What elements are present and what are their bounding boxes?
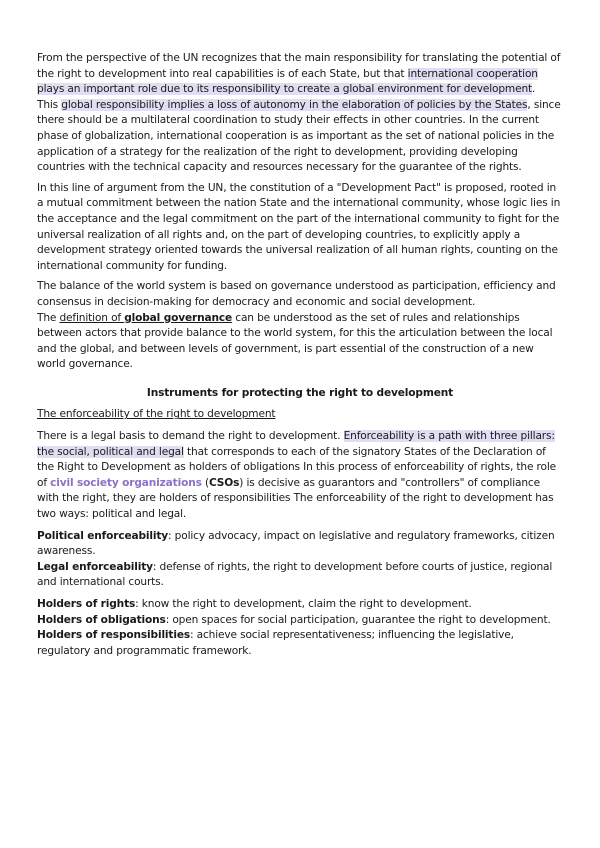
paragraph-world-system-balance: The balance of the world system is based on governance understood as participation, efficiency and consensus in decision-making for democracy and economic and social development. — [37, 280, 556, 308]
paragraph-global-responsibility — [37, 98, 563, 176]
definition-text: : open spaces for social participation, guarantee the right to development. — [165, 613, 551, 626]
paragraph-global-governance — [37, 311, 563, 373]
text-run: From the perspective of the UN recognizes that the main responsibility for translating the potential of the right to development into real capabilities is of each State, but that — [37, 52, 561, 80]
definition-text: : policy advocacy, impact on legislative and regulatory frameworks, citizen awareness. — [37, 529, 555, 558]
section-title: Instruments for protecting the right to development — [146, 386, 454, 399]
paragraph-enforceability — [37, 429, 563, 523]
paragraph-development-pact: In this line of argument from the UN, the constitution of a "Development Pact" is proposed, rooted in a mutual commitment between the nation State and the international community, whose logic lies in the acceptance and the legal commitment on the part of the international community to fight for the universal realization of all rights and, on the part of developing countries, to explicitly apply a development strategy oriented towards the universal realization of all human rights, counting on the international community for funding. — [37, 181, 561, 272]
text-run: can be understood as the set of rules and relationships between actors that provide balance to the world system, for this the articulation between the local and the global, and between levels of government, is part essential of the construction of a new world governance. — [37, 311, 553, 371]
definition-term: Holders of rights — [37, 598, 136, 610]
definition-term: Holders of responsibilities — [37, 629, 191, 642]
definition-term: Political enforceability — [37, 529, 169, 542]
cso-term: civil society organizations — [50, 476, 202, 489]
text-run: that corresponds to each of the signatory States of the Declaration of the Right to Development as holders of obligations In this process of enforceability of rights, the role of — [37, 445, 557, 489]
text-run: There is a legal basis to demand the right to development. — [37, 430, 344, 443]
definition-text: : know the right to development, claim the right to development. — [135, 598, 472, 610]
definition-text: : defense of rights, the right to development before courts of justice, regional and international courts. — [37, 560, 553, 589]
text-run: The — [37, 311, 60, 324]
global-governance-term: global governance — [124, 311, 233, 324]
text-run: ( — [201, 476, 209, 489]
cso-abbreviation: CSOs — [208, 476, 240, 489]
definition-holders-of-obligations — [37, 613, 563, 629]
paragraph-un-perspective — [37, 51, 563, 98]
definition-political-enforceability — [37, 529, 563, 560]
definition-term: Holders of obligations — [37, 613, 166, 626]
definition-holders-of-responsibilities — [37, 628, 563, 659]
definition-legal-enforceability — [37, 560, 563, 591]
text-run: This — [37, 98, 62, 111]
highlighted-text: Enforceability is a path with three pillars: the social, political and legal — [37, 430, 555, 458]
text-run: . — [532, 83, 536, 96]
highlighted-text: international cooperation plays an important role due to its responsibility to create a global environment for development — [37, 67, 538, 96]
definition-link-text: definition of — [59, 311, 125, 324]
definition-holders-of-rights — [37, 597, 563, 613]
text-run: , since there should be a multilateral coordination to study their effects in other countries. In the current phase of globalization, international cooperation is as important as the set of national policies in the application of a strategy for the realization of the right to development, providing developing countries with the technical capacity and resources necessary for the guarantee of the rights. — [37, 98, 561, 174]
subsection-title: The enforceability of the right to development — [37, 408, 276, 421]
definition-text: : achieve social representativeness; influencing the legislative, regulatory and programmatic framework. — [37, 629, 514, 657]
text-run: ) is decisive as guarantors and "controllers" of compliance with the right, they are holders of responsibilities The enforceability of the right to development has two ways: political and legal. — [37, 476, 554, 521]
highlighted-text: global responsibility implies a loss of autonomy in the elaboration of policies by the States — [61, 98, 528, 111]
definition-term: Legal enforceability — [37, 560, 153, 573]
